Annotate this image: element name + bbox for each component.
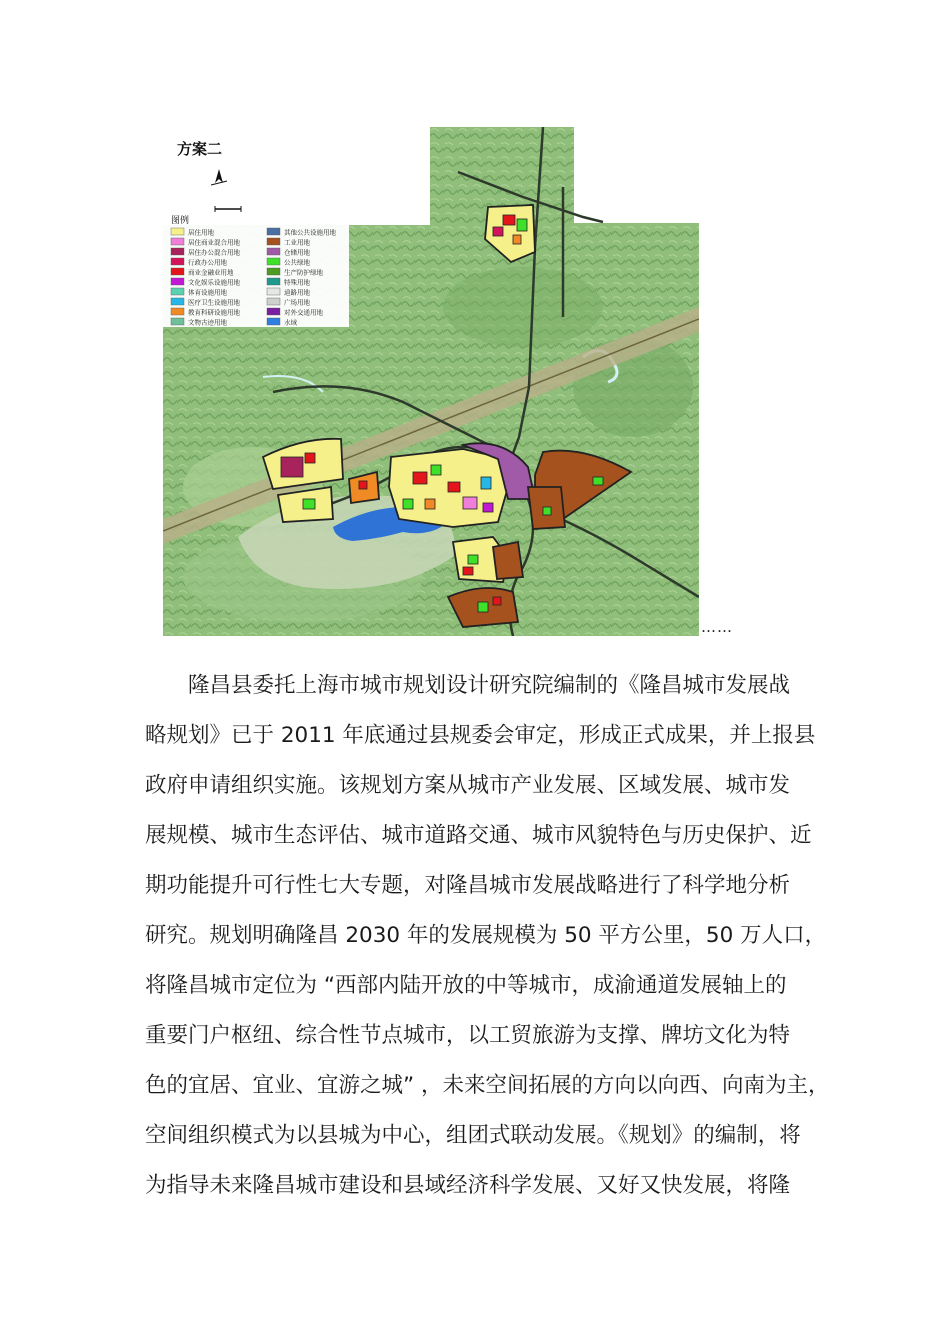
legend-label: 生产防护绿地 — [284, 268, 323, 277]
legend-swatch — [171, 228, 184, 235]
legend-swatch — [267, 248, 280, 255]
legend-swatch — [267, 278, 280, 285]
legend-label: 其他公共设施用地 — [284, 228, 336, 237]
legend-label: 文物古迹用地 — [188, 318, 227, 327]
ellipsis: …… — [701, 618, 733, 636]
legend-swatch — [171, 248, 184, 255]
scheme-title: 方案二 — [177, 140, 223, 158]
paragraph-line: 重要门户枢纽、综合性节点城市，以工贸旅游为支撑、牌坊文化为特 — [145, 1023, 791, 1048]
paragraph-line: 为指导未来隆昌城市建设和县域经济科学发展、又好又快发展，将隆 — [145, 1173, 791, 1198]
legend-swatch — [267, 298, 280, 305]
legend-label: 工业用地 — [284, 238, 310, 247]
legend-swatch — [267, 258, 280, 265]
legend-label: 体育设施用地 — [188, 288, 227, 297]
legend-swatch — [171, 308, 184, 315]
legend-label: 文化娱乐设施用地 — [188, 278, 240, 287]
legend-swatch — [171, 278, 184, 285]
body-paragraph — [145, 667, 830, 1217]
legend-label: 教育科研设施用地 — [188, 308, 240, 317]
legend-title: 图例 — [171, 216, 190, 226]
legend-swatch — [171, 238, 184, 245]
legend-label: 仓储用地 — [284, 248, 310, 257]
legend-label: 行政办公用地 — [188, 258, 227, 267]
legend-swatch — [267, 268, 280, 275]
legend-label: 对外交通用地 — [284, 308, 323, 317]
legend-label: 商业金融业用地 — [188, 268, 234, 277]
legend-swatch — [171, 298, 184, 305]
legend-swatch — [267, 228, 280, 235]
legend-label: 医疗卫生设施用地 — [188, 298, 240, 307]
legend-label: 广场用地 — [284, 298, 310, 307]
planning-map-figure — [163, 127, 699, 636]
legend-swatch — [171, 288, 184, 295]
paragraph-line: 空间组织模式为以县城为中心，组团式联动发展。《规划》的编制，将 — [145, 1123, 801, 1148]
legend-swatch — [267, 308, 280, 315]
legend-label: 道路用地 — [284, 288, 310, 297]
legend-label: 公共绿地 — [284, 258, 310, 267]
legend-swatch — [171, 258, 184, 265]
paragraph-line: 研究。规划明确隆昌 2030 年的发展规模为 50 平方公里，50 万人口， — [145, 923, 827, 948]
legend-label: 水域 — [284, 318, 297, 327]
paragraph-line: 展规模、城市生态评估、城市道路交通、城市风貌特色与历史保护、近 — [145, 823, 812, 848]
legend-swatch — [267, 288, 280, 295]
land-use-map — [163, 127, 699, 636]
legend-swatch — [171, 318, 184, 325]
legend-label: 居住用地 — [188, 228, 214, 237]
legend-swatch — [267, 238, 280, 245]
paragraph-line: 隆昌县委托上海市城市规划设计研究院编制的《隆昌城市发展战 — [188, 673, 791, 698]
paragraph-line: 政府申请组织实施。该规划方案从城市产业发展、区域发展、城市发 — [145, 773, 791, 798]
legend-label: 特殊用地 — [284, 278, 310, 287]
legend-swatch — [171, 268, 184, 275]
legend-label: 居住办公混合用地 — [188, 248, 240, 257]
legend-swatch — [267, 318, 280, 325]
paragraph-line: 将隆昌城市定位为 “西部内陆开放的中等城市，成渝通道发展轴上的 — [145, 973, 787, 998]
legend-label: 居住商业混合用地 — [188, 238, 240, 247]
paragraph-line: 略规划》已于 2011 年底通过县规委会审定，形成正式成果，并上报县 — [145, 723, 816, 748]
paragraph-line: 色的宜居、宜业、宜游之城” ，未来空间拓展的方向以向西、向南为主， — [145, 1073, 830, 1098]
paragraph-line: 期功能提升可行性七大专题，对隆昌城市发展战略进行了科学地分析 — [145, 873, 791, 898]
